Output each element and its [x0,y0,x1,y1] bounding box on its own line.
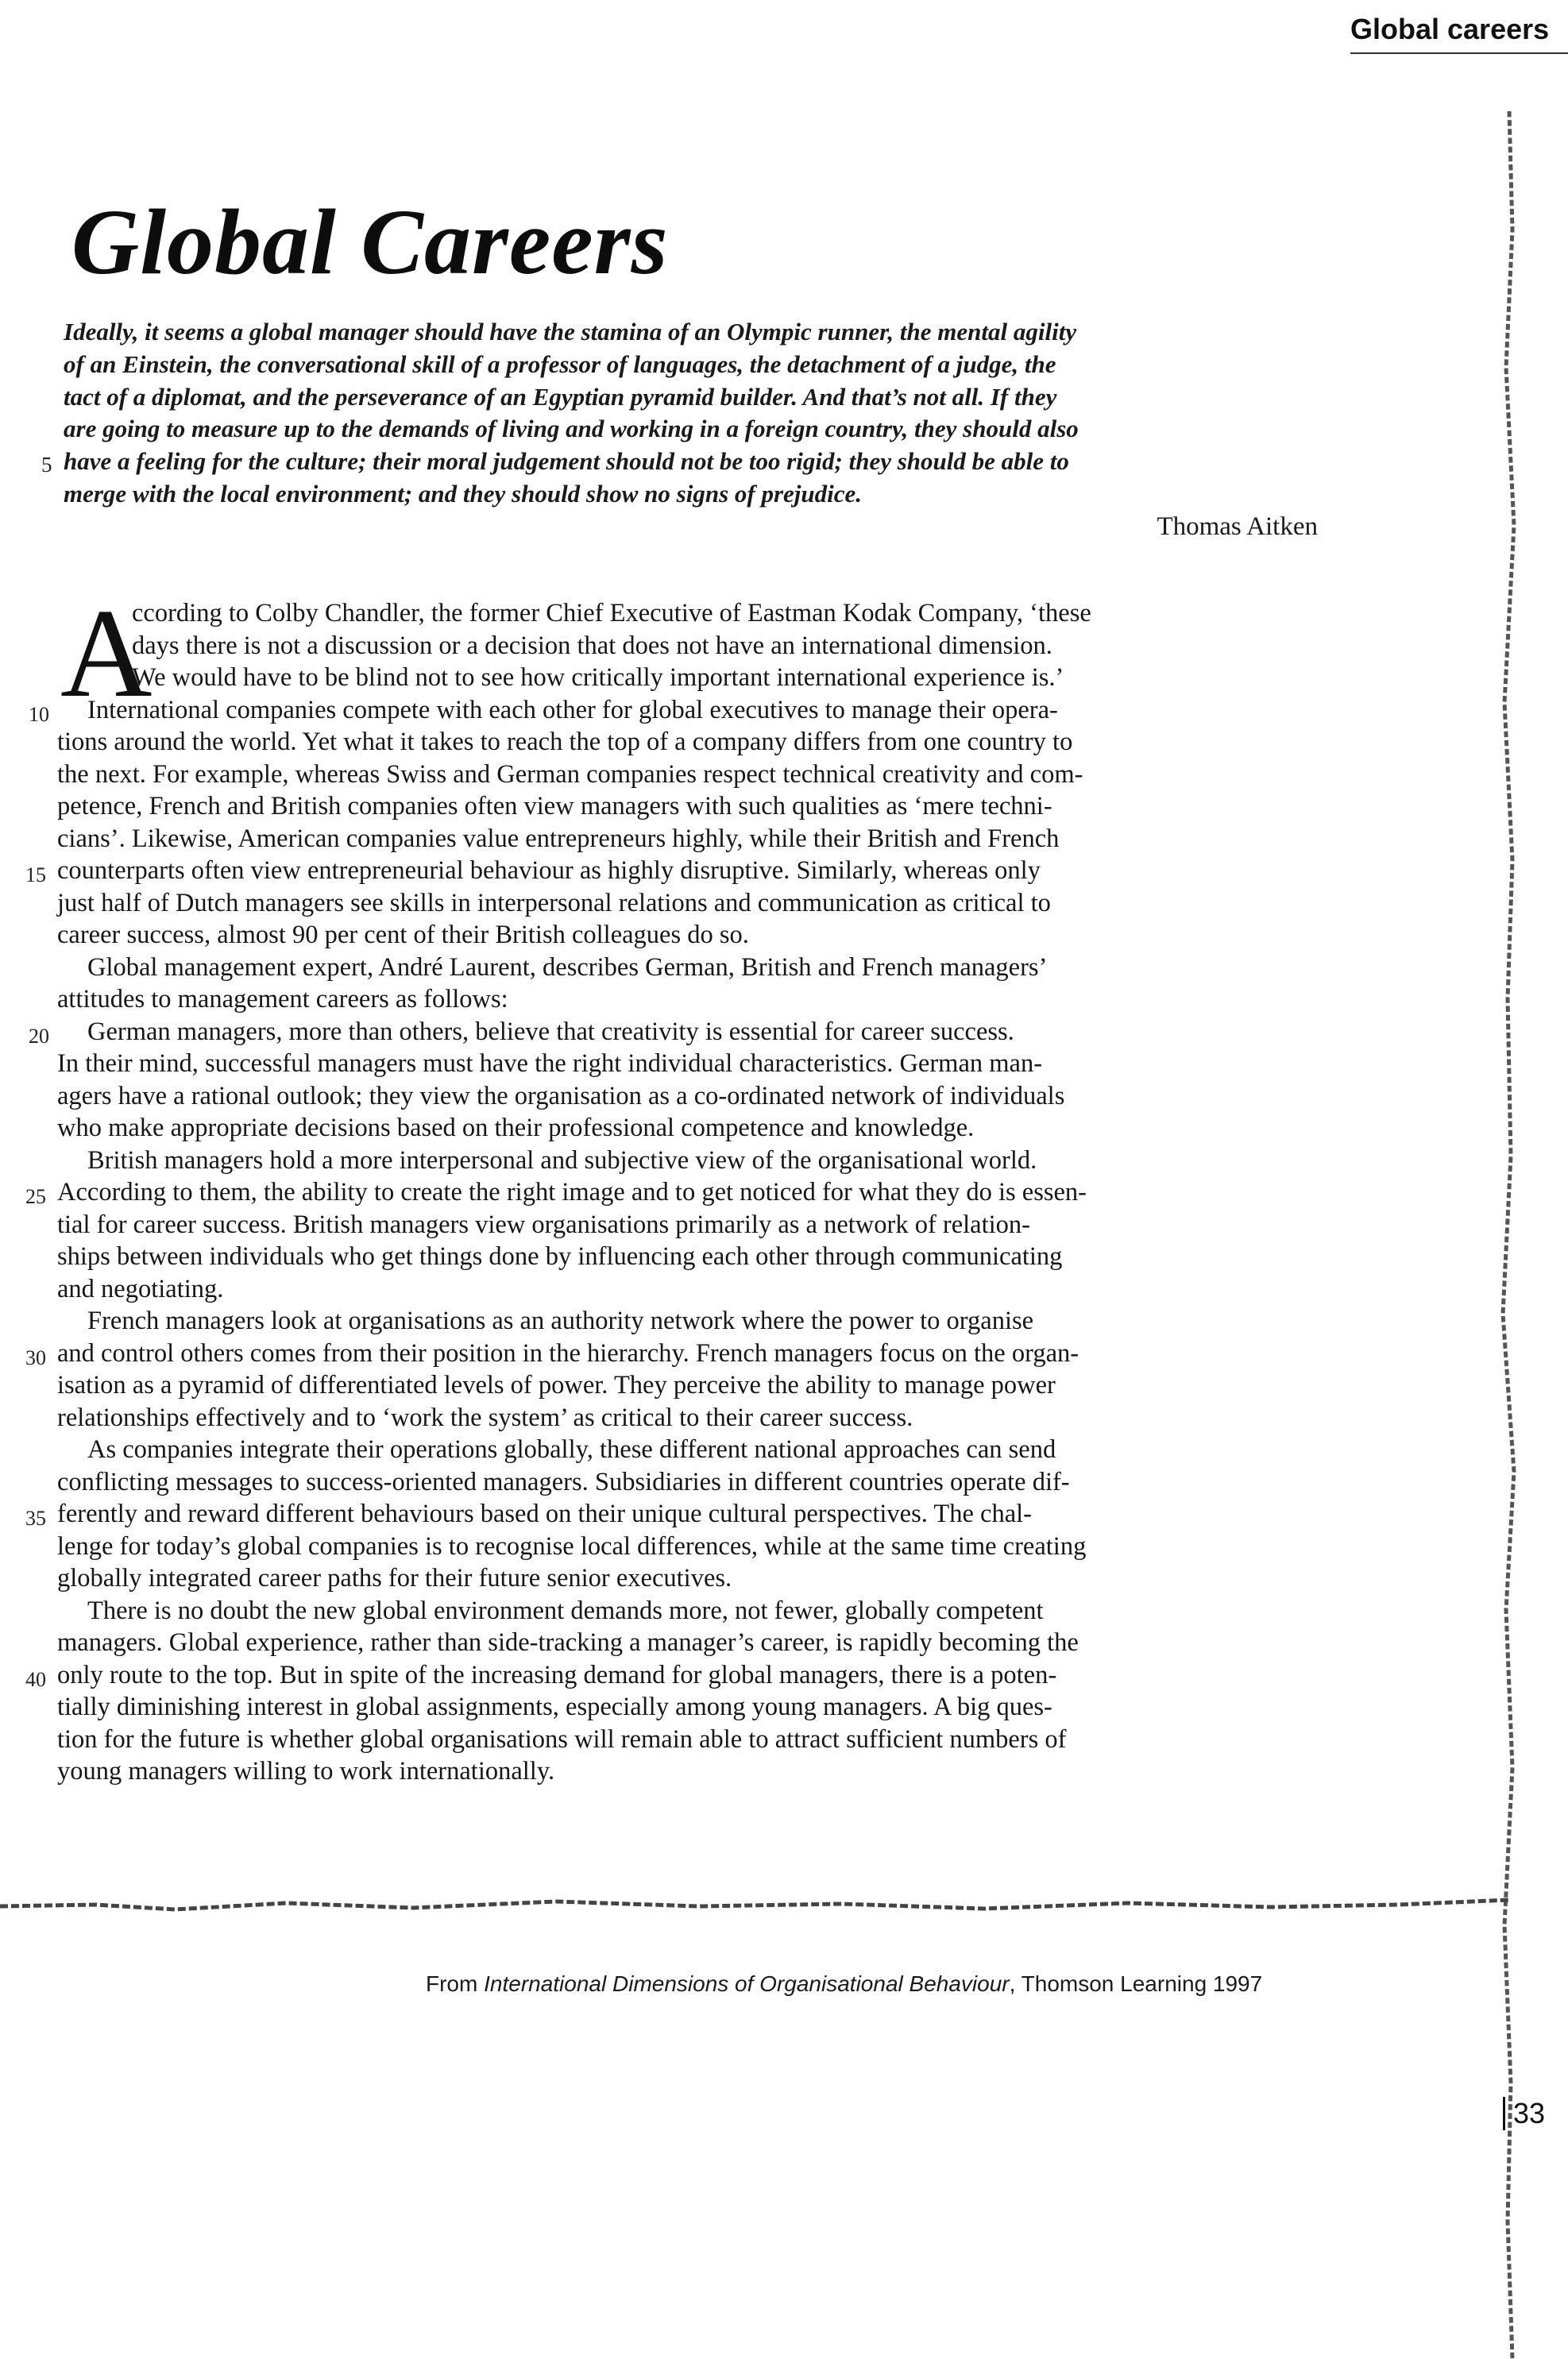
article-body [25,597,1319,1788]
running-head-rule [1350,52,1568,54]
body-line: conflicting messages to success-oriented managers. Subsidiaries in different countries operate dif- [57,1467,1070,1496]
body-line: the next. For example, whereas Swiss and German companies respect technical creativity and com- [57,759,1083,789]
body-line-30 [25,1338,1319,1370]
body-line-15 [25,855,1319,887]
epigraph-line: of an Einstein, the conversational skill of a professor of languages, the detachment of a judge, the [64,349,1056,378]
body-line-40 [25,1659,1319,1692]
body-line: globally integrated career paths for their future senior executives. [57,1564,732,1593]
epigraph-line: merge with the local environment; and they should show no signs of prejudice. [64,479,863,508]
line-number: 35 [25,1507,46,1530]
source-book-title: International Dimensions of Organisational Behaviour [484,1971,1010,1996]
body-line: tially diminishing interest in global assignments, especially among young managers. A big ques- [57,1693,1052,1721]
body-line: tial for career success. British managers view organisations primarily as a network of relation- [57,1210,1030,1239]
body-line-text: According to them, the ability to create the right image and to get noticed for what they do is essen- [57,1178,1087,1207]
torn-edge-right [1493,111,1525,2359]
epigraph-line-text: have a feeling for the culture; their moral judgement should not be too rigid; they should be able to [64,447,1069,476]
body-line-text: German managers, more than others, believe that creativity is essential for career success. [87,1017,1014,1046]
body-line: just half of Dutch managers see skills in interpersonal relations and communication as critical to [57,888,1051,917]
body-line: isation as a pyramid of differentiated levels of power. They perceive the ability to manage power [57,1371,1056,1400]
body-line: and negotiating. [57,1274,224,1303]
body-line: managers. Global experience, rather than side-tracking a manager’s career, is rapidly becoming the [57,1628,1079,1657]
body-line-10 [29,694,1319,727]
body-line: tion for the future is whether global organisations will remain able to attract sufficient numbers of [57,1724,1067,1754]
epigraph-line: tact of a diplomat, and the perseverance of an Egyptian pyramid builder. And that’s not all. If they [64,382,1057,411]
body-line-20 [29,1016,1319,1048]
body-line: We would have to be blind not to see how critically important international experience is.’ [132,663,1064,692]
body-line: French managers look at organisations as an authority network where the power to organise [87,1307,1034,1335]
body-line: As companies integrate their operations globally, these different national approaches can send [87,1435,1056,1464]
line-number: 5 [41,453,52,477]
article-title: Global Careers [71,190,669,294]
epigraph-line: are going to measure up to the demands of living and working in a foreign country, they should also [64,415,1079,443]
torn-edge-bottom [0,1882,1568,1930]
line-number: 40 [25,1667,46,1691]
body-line: In their mind, successful managers must have the right individual characteristics. German man- [57,1049,1043,1078]
body-line-text: and control others comes from their position in the hierarchy. French managers focus on the organ- [57,1338,1079,1368]
body-line-text: ferently and reward different behaviours based on their unique cultural perspectives. The chal- [57,1500,1033,1528]
body-line: petence, French and British companies often view managers with such qualities as ‘mere techni- [57,792,1052,820]
running-head: Global careers [1350,13,1550,45]
epigraph-line: Ideally, it seems a global manager should have the stamina of an Olympic runner, the mental agility [64,318,1077,346]
body-line-text: counterparts often view entrepreneurial behaviour as highly disruptive. Similarly, whereas only [57,856,1041,885]
body-line: career success, almost 90 per cent of their British colleagues do so. [57,921,749,949]
page-number: 33 [1503,2097,1545,2130]
body-line: ccording to Colby Chandler, the former Chief Executive of Eastman Kodak Company, ‘these [132,599,1091,627]
source-credit [426,1971,1262,1997]
epigraph [41,316,1319,511]
source-prefix: From [426,1971,485,1996]
line-number: 25 [25,1185,46,1208]
epigraph-line-5 [41,446,1319,478]
body-line: agers have a rational outlook; they view the organisation as a co-ordinated network of individuals [57,1081,1065,1110]
body-line: tions around the world. Yet what it takes to reach the top of a company differs from one country to [57,728,1073,756]
body-line: days there is not a discussion or a decision that does not have an international dimension. [132,631,1052,660]
source-suffix: , Thomson Learning 1997 [1009,1971,1263,1996]
body-line: cians’. Likewise, American companies value entrepreneurs highly, while their British and French [57,824,1060,853]
body-line: There is no doubt the new global environment demands more, not fewer, globally competent [87,1596,1044,1625]
body-line-35 [25,1498,1319,1531]
line-number: 30 [25,1346,46,1369]
body-line: Global management expert, André Laurent, describes German, British and French managers’ [87,952,1048,982]
body-line: who make appropriate decisions based on their professional competence and knowledge. [57,1114,975,1142]
body-line: attitudes to management careers as follows: [57,985,508,1013]
body-line: ships between individuals who get things done by influencing each other through communicating [57,1242,1063,1271]
line-number: 20 [29,1024,49,1048]
body-line-text: only route to the top. But in spite of the increasing demand for global managers, there is a poten- [57,1660,1057,1689]
body-line-25 [25,1176,1319,1209]
line-number: 10 [29,702,49,726]
epigraph-attribution: Thomas Aitken [1157,512,1318,541]
body-line: young managers willing to work internationally. [57,1757,555,1786]
body-line: British managers hold a more interpersonal and subjective view of the organisational world. [87,1145,1037,1175]
line-number: 15 [25,863,46,886]
body-line: lenge for today’s global companies is to recognise local differences, while at the same time creating [57,1531,1087,1561]
body-line-text: International companies compete with each other for global executives to manage their opera- [87,695,1058,724]
drop-cap: A [60,582,153,724]
body-line: relationships effectively and to ‘work the system’ as critical to their career success. [57,1403,913,1432]
